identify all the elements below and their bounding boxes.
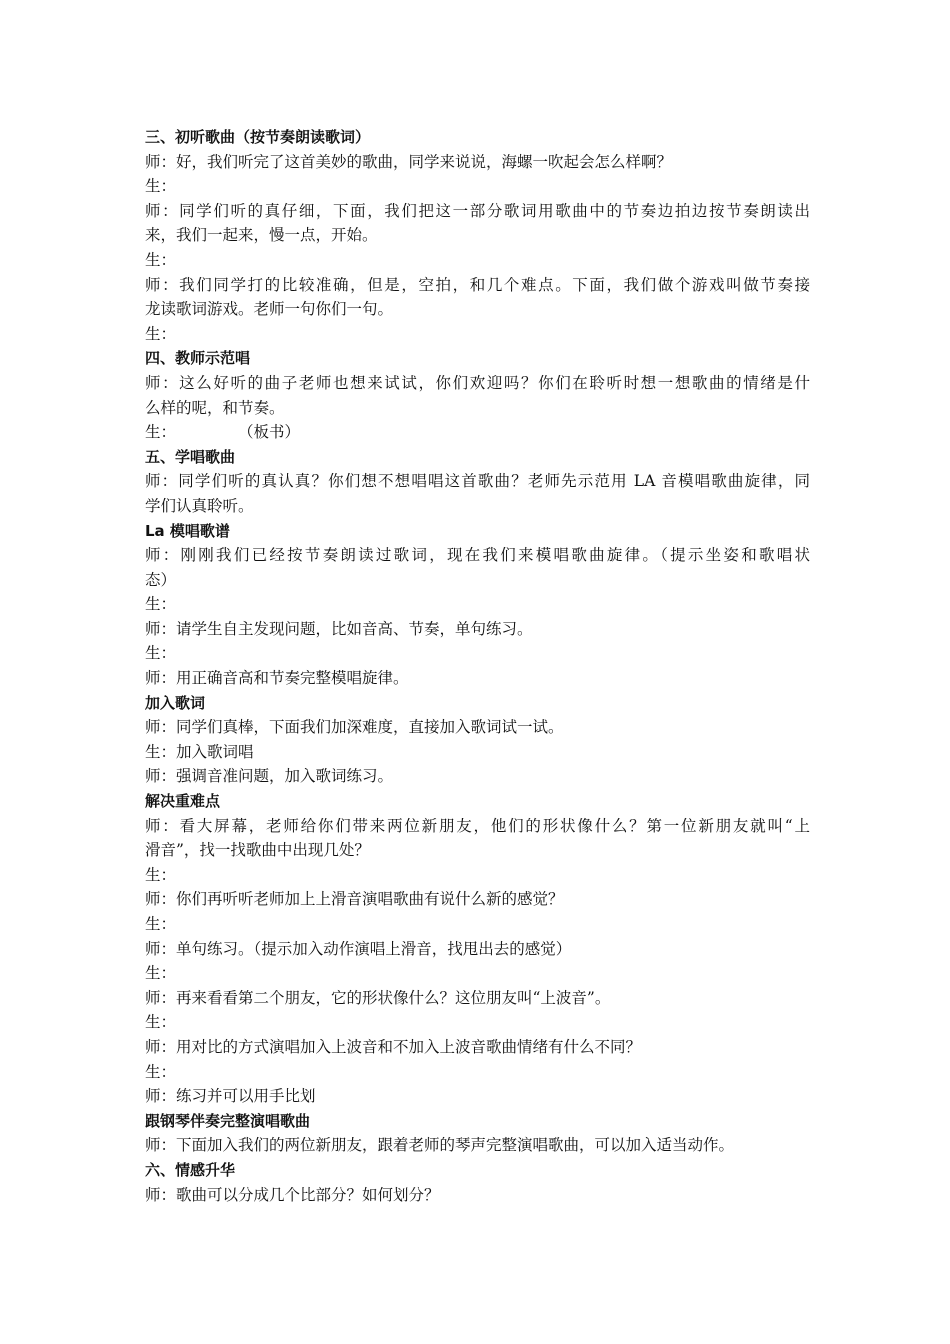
paragraph-line: 师：我们同学打的比较准确，但是，空拍，和几个难点。下面，我们做个游戏叫做节奏接 xyxy=(145,275,810,294)
paragraph-line: 来，我们一起来，慢一点，开始。 xyxy=(145,226,378,245)
section-heading: 四、教师示范唱 xyxy=(145,349,251,368)
section-heading: 五、学唱歌曲 xyxy=(145,447,236,466)
paragraph-line: 龙读歌词游戏。老师一句你们一句。 xyxy=(145,300,394,319)
paragraph-line: 生： xyxy=(145,250,177,269)
paragraph-line: 师：下面加入我们的两位新朋友，跟着老师的琴声完整演唱歌曲，可以加入适当动作。 xyxy=(145,1136,735,1155)
section-heading: La 模唱歌谱 xyxy=(145,521,230,540)
paragraph-line: 生： xyxy=(145,1013,177,1032)
paragraph-line: 师：用正确音高和节奏完整模唱旋律。 xyxy=(145,669,409,688)
paragraph-line: 师：歌曲可以分成几个比部分？如何划分？ xyxy=(145,1185,440,1204)
paragraph-line: 态） xyxy=(145,570,177,589)
section-heading: 加入歌词 xyxy=(145,693,206,712)
paragraph-line: 生： xyxy=(145,177,177,196)
paragraph-line: 师：用对比的方式演唱加入上波音和不加入上波音歌曲情绪有什么不同？ xyxy=(145,1037,642,1056)
paragraph-line: 生： xyxy=(145,964,177,983)
paragraph-line: 生： xyxy=(145,324,177,343)
paragraph-line: 师：看大屏幕，老师给你们带来两位新朋友，他们的形状像什么？第一位新朋友就叫“上 xyxy=(145,816,810,835)
paragraph-line: 生： xyxy=(145,865,177,884)
section-heading: 六、情感升华 xyxy=(145,1160,236,1179)
paragraph-line: 生： （板书） xyxy=(145,423,301,442)
paragraph-line: 师：这么好听的曲子老师也想来试试，你们欢迎吗？你们在聆听时想一想歌曲的情绪是什 xyxy=(145,373,810,392)
paragraph-line: 师：练习并可以用手比划 xyxy=(145,1087,316,1106)
section-heading: 跟钢琴伴奏完整演唱歌曲 xyxy=(145,1111,311,1130)
paragraph-line: 师：刚刚我们已经按节奏朗读过歌词，现在我们来模唱歌曲旋律。（提示坐姿和歌唱状 xyxy=(145,546,810,565)
paragraph-line: 师：好，我们听完了这首美妙的歌曲，同学来说说，海螺一吹起会怎么样啊？ xyxy=(145,152,673,171)
paragraph-line: 生：加入歌词唱 xyxy=(145,742,254,761)
document-body xyxy=(145,125,810,1207)
paragraph-line: 学们认真聆听。 xyxy=(145,496,254,515)
section-heading: 解决重难点 xyxy=(145,792,221,811)
paragraph-line: 生： xyxy=(145,595,177,614)
paragraph-line: 生： xyxy=(145,915,177,933)
paragraph-line: 师：再来看看第二个朋友，它的形状像什么？这位朋友叫“上波音”。 xyxy=(145,988,611,1007)
paragraph-line: 师：同学们真棒，下面我们加深难度，直接加入歌词试一试。 xyxy=(145,718,564,737)
paragraph-line: 师：请学生自主发现问题，比如音高、节奏，单句练习。 xyxy=(145,619,533,638)
paragraph-line: 师：同学们听的真仔细，下面，我们把这一部分歌词用歌曲中的节奏边拍边按节奏朗读出 xyxy=(145,201,810,220)
paragraph-line: 师：单句练习。（提示加入动作演唱上滑音，找甩出去的感觉） xyxy=(145,939,572,958)
paragraph-line: 生： xyxy=(145,644,177,663)
paragraph-line: 师：强调音准问题，加入歌词练习。 xyxy=(145,767,394,786)
paragraph-line: 生： xyxy=(145,1062,177,1081)
paragraph-line: 么样的呢，和节奏。 xyxy=(145,398,285,417)
paragraph-line: 师：同学们听的真认真？你们想不想唱唱这首歌曲？老师先示范用 LA 音模唱歌曲旋律，同 xyxy=(145,472,810,491)
paragraph-line: 师：你们再听听老师加上上滑音演唱歌曲有说什么新的感觉？ xyxy=(145,890,564,909)
section-heading: 三、初听歌曲（按节奏朗读歌词） xyxy=(145,128,371,146)
paragraph-line: 滑音”，找一找歌曲中出现几处？ xyxy=(145,841,370,860)
